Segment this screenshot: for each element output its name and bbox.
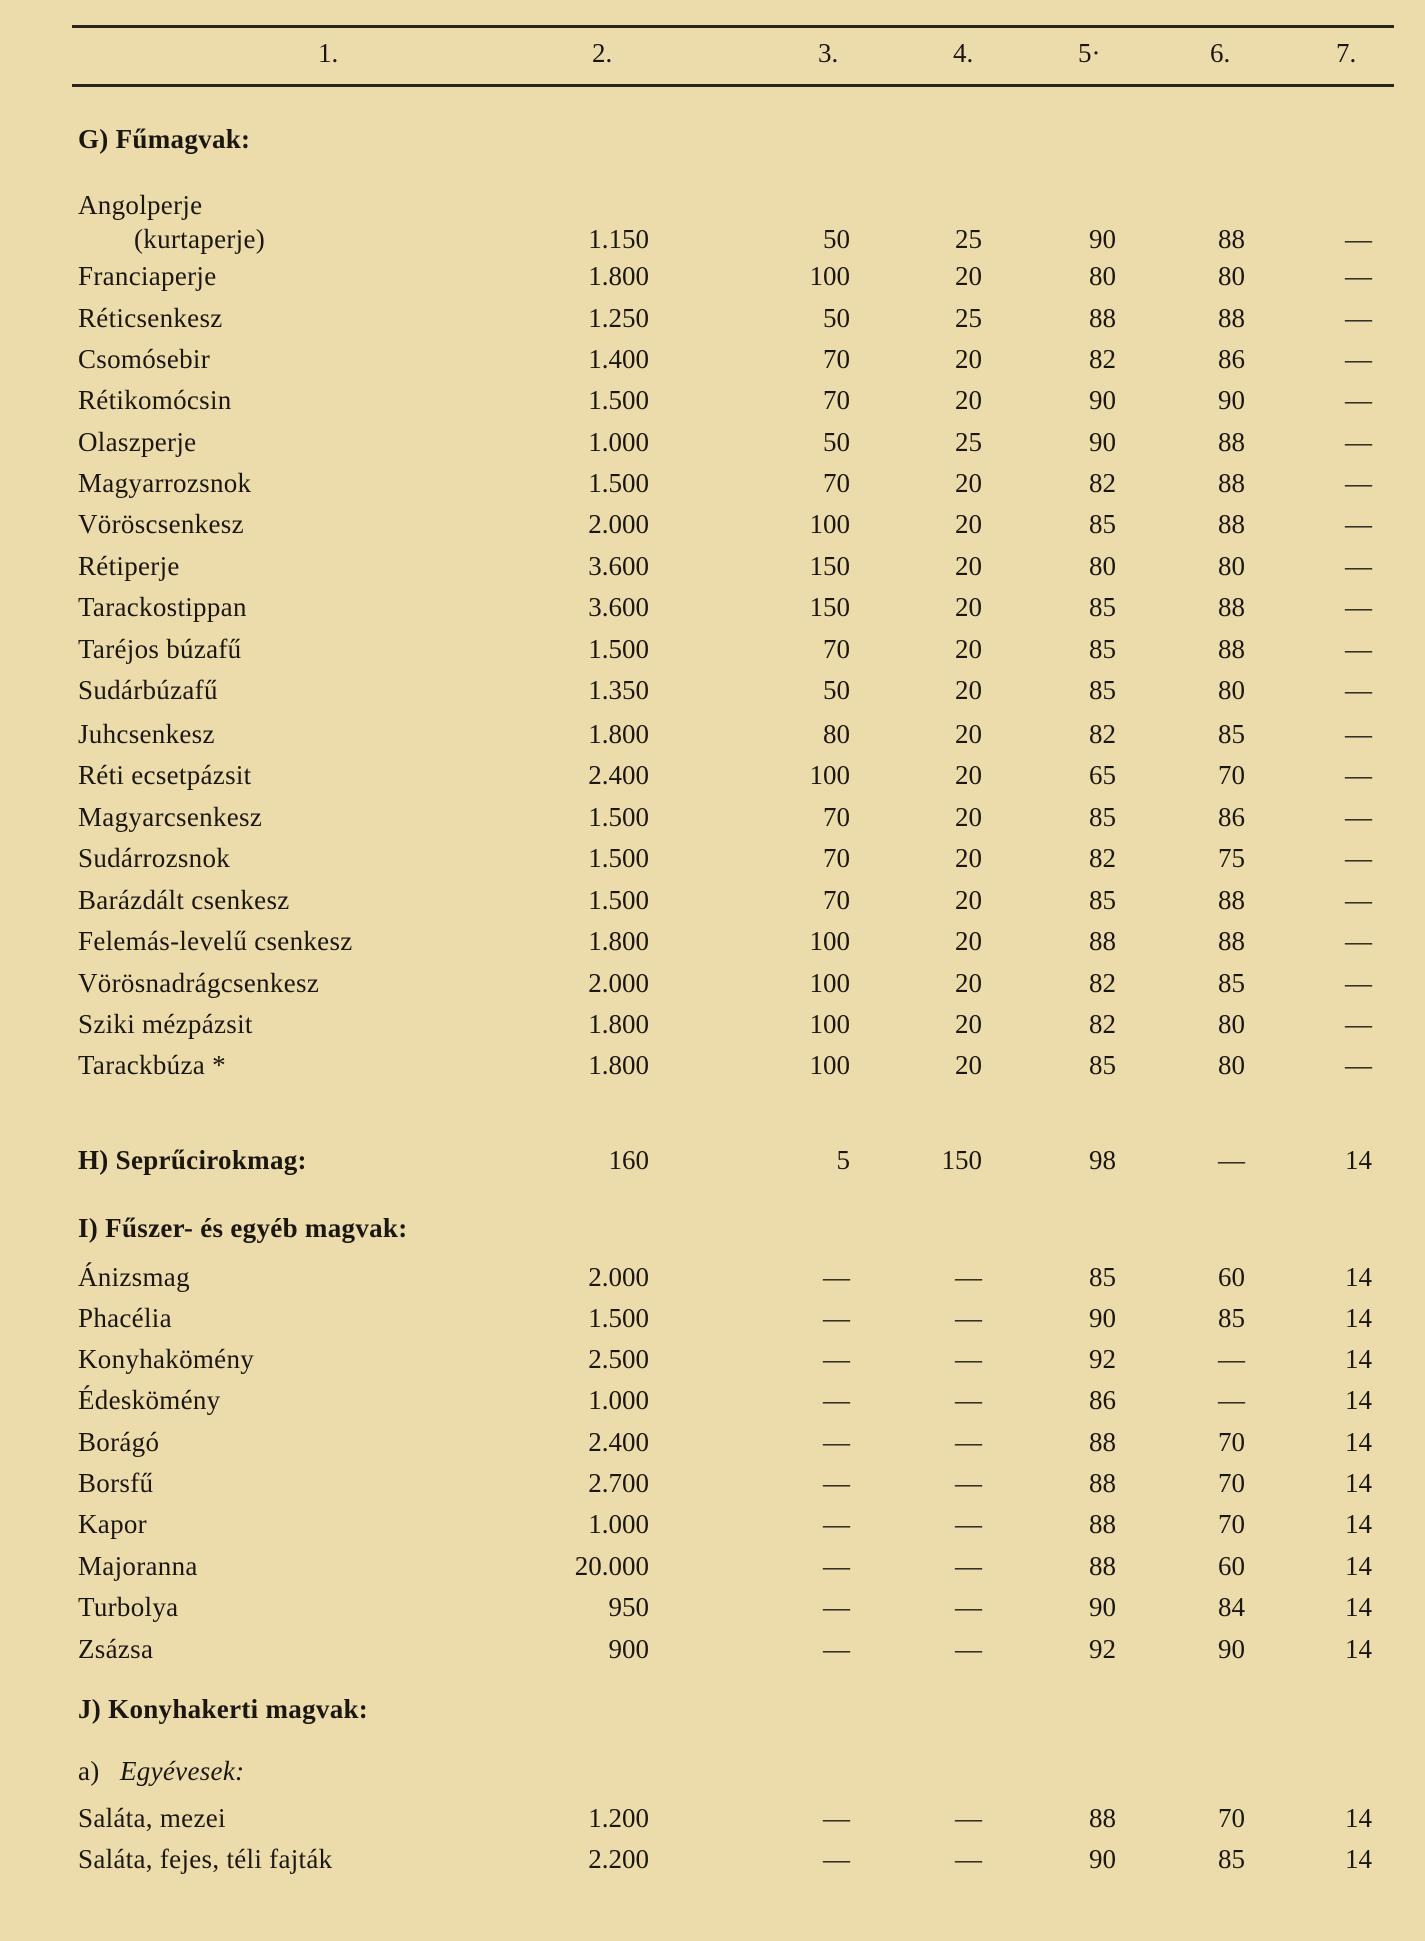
col-4-value: — <box>955 1303 982 1333</box>
col-2-value: 1.400 <box>588 344 649 374</box>
row-label: Angolperje <box>78 190 203 220</box>
table-row <box>0 385 1425 425</box>
table-row <box>0 1262 1425 1302</box>
col-4-value: 20 <box>955 344 982 374</box>
row-label: Vörösnadrágcsenkesz <box>78 968 320 998</box>
col-2-value: 3.600 <box>588 551 649 581</box>
col-3-value: 80 <box>823 719 850 749</box>
col-2-value: 1.500 <box>588 468 649 498</box>
col-4-value: 20 <box>955 468 982 498</box>
col-header-6: 6. <box>1210 38 1231 68</box>
col-3-value: 70 <box>823 802 850 832</box>
col-3-value: — <box>823 1344 850 1374</box>
table-row <box>0 344 1425 384</box>
col-7-value: 14 <box>1345 1551 1372 1581</box>
col-7-value: — <box>1345 802 1372 832</box>
col-3-value: — <box>823 1844 850 1874</box>
col-4-value: 20 <box>955 885 982 915</box>
col-5-value: 85 <box>1089 802 1116 832</box>
col-5-value: 85 <box>1089 509 1116 539</box>
col-2-value: 1.800 <box>588 719 649 749</box>
col-4-value: — <box>955 1509 982 1539</box>
table-row <box>0 885 1425 925</box>
col-6-value: 88 <box>1218 926 1245 956</box>
col-6-value: 86 <box>1218 802 1245 832</box>
row-label: Ánizsmag <box>78 1262 190 1292</box>
row-label: Csomósebir <box>78 344 211 374</box>
col-7-value: — <box>1345 885 1372 915</box>
col-4-value: 150 <box>941 1145 982 1175</box>
row-label: Konyhakömény <box>78 1344 255 1374</box>
col-6-value: 84 <box>1218 1592 1245 1622</box>
row-label: Majoranna <box>78 1551 198 1581</box>
col-6-value: 88 <box>1218 303 1245 333</box>
col-3-value: 100 <box>809 926 850 956</box>
col-6-value: 80 <box>1218 1050 1245 1080</box>
col-5-value: 82 <box>1089 968 1116 998</box>
col-6-value: 80 <box>1218 261 1245 291</box>
col-6-value: 80 <box>1218 675 1245 705</box>
table-row <box>0 802 1425 842</box>
col-header-7: 7. <box>1336 38 1357 68</box>
col-4-value: 20 <box>955 634 982 664</box>
col-6-value: — <box>1218 1385 1245 1415</box>
col-7-value: 14 <box>1345 1427 1372 1457</box>
col-3-value: 100 <box>809 968 850 998</box>
section-title-h <box>0 1145 1425 1185</box>
row-label: Tarackbúza * <box>78 1050 226 1080</box>
col-4-value: 25 <box>955 303 982 333</box>
col-4-value: 25 <box>955 224 982 254</box>
col-4-value: 20 <box>955 760 982 790</box>
col-3-value: — <box>823 1427 850 1457</box>
col-4-value: — <box>955 1592 982 1622</box>
col-7-value: — <box>1345 592 1372 622</box>
row-label: Borsfű <box>78 1468 154 1498</box>
col-7-value: — <box>1345 427 1372 457</box>
col-7-value: — <box>1345 634 1372 664</box>
row-label: Édeskömény <box>78 1385 221 1415</box>
col-4-value: — <box>955 1385 982 1415</box>
col-3-value: — <box>823 1303 850 1333</box>
col-3-value: — <box>823 1385 850 1415</box>
row-label: Sziki mézpázsit <box>78 1009 253 1039</box>
col-2-value: 2.400 <box>588 1427 649 1457</box>
row-label: Vöröscsenkesz <box>78 509 244 539</box>
col-7-value: — <box>1345 344 1372 374</box>
row-label: Rétiperje <box>78 551 180 581</box>
col-6-value: 88 <box>1218 509 1245 539</box>
col-2-value: 1.200 <box>588 1803 649 1833</box>
col-3-value: — <box>823 1592 850 1622</box>
col-2-value: 2.500 <box>588 1344 649 1374</box>
col-2-value: 1.500 <box>588 843 649 873</box>
table-row <box>0 843 1425 883</box>
table-row <box>0 1385 1425 1425</box>
col-5-value: 90 <box>1089 385 1116 415</box>
row-label: I) Fűszer- és egyéb magvak: <box>78 1213 408 1243</box>
col-4-value: — <box>955 1634 982 1664</box>
row-label: Juhcsenkesz <box>78 719 215 749</box>
header-rule <box>72 84 1394 87</box>
col-2-value: 2.700 <box>588 1468 649 1498</box>
col-6-value: 60 <box>1218 1262 1245 1292</box>
row-label: Magyarcsenkesz <box>78 802 263 832</box>
col-2-value: 1.500 <box>588 885 649 915</box>
col-5-value: 88 <box>1089 1803 1116 1833</box>
col-6-value: 85 <box>1218 1303 1245 1333</box>
col-4-value: — <box>955 1262 982 1292</box>
col-6-value: 80 <box>1218 1009 1245 1039</box>
col-2-value: 1.800 <box>588 261 649 291</box>
row-label: Sudárbúzafű <box>78 675 218 705</box>
col-3-value: 50 <box>823 675 850 705</box>
col-6-value: 86 <box>1218 344 1245 374</box>
col-4-value: 20 <box>955 509 982 539</box>
col-7-value: 14 <box>1345 1344 1372 1374</box>
col-4-value: 20 <box>955 968 982 998</box>
col-6-value: 88 <box>1218 427 1245 457</box>
col-5-value: 82 <box>1089 344 1116 374</box>
col-7-value: 14 <box>1345 1634 1372 1664</box>
subsection-label: Egyévesek: <box>120 1756 245 1786</box>
col-7-value: 14 <box>1345 1262 1372 1292</box>
col-2-value: 1.000 <box>588 427 649 457</box>
table-row <box>0 551 1425 591</box>
table-row <box>0 1427 1425 1467</box>
col-2-value: 1.000 <box>588 1385 649 1415</box>
col-4-value: 20 <box>955 675 982 705</box>
col-5-value: 88 <box>1089 303 1116 333</box>
col-2-value: 900 <box>608 1634 649 1664</box>
col-7-value: 14 <box>1345 1592 1372 1622</box>
row-label: Borágó <box>78 1427 160 1457</box>
col-5-value: 92 <box>1089 1634 1116 1664</box>
row-label: Kapor <box>78 1509 147 1539</box>
col-5-value: 85 <box>1089 592 1116 622</box>
row-label: Saláta, mezei <box>78 1803 226 1833</box>
col-2-value: 2.000 <box>588 1262 649 1292</box>
col-4-value: 20 <box>955 926 982 956</box>
row-label: H) Seprűcirokmag: <box>78 1145 307 1175</box>
col-3-value: 100 <box>809 509 850 539</box>
col-3-value: — <box>823 1468 850 1498</box>
col-5-value: 90 <box>1089 1844 1116 1874</box>
col-2-value: 1.500 <box>588 802 649 832</box>
col-5-value: 90 <box>1089 224 1116 254</box>
col-2-value: 3.600 <box>588 592 649 622</box>
col-6-value: 88 <box>1218 468 1245 498</box>
col-5-value: 88 <box>1089 926 1116 956</box>
row-label: Rétikomócsin <box>78 385 232 415</box>
col-6-value: 70 <box>1218 760 1245 790</box>
col-5-value: 80 <box>1089 551 1116 581</box>
col-2-value: 2.200 <box>588 1844 649 1874</box>
col-7-value: — <box>1345 385 1372 415</box>
col-4-value: — <box>955 1803 982 1833</box>
col-6-value: — <box>1218 1145 1245 1175</box>
col-7-value: — <box>1345 509 1372 539</box>
col-4-value: 20 <box>955 551 982 581</box>
col-7-value: — <box>1345 926 1372 956</box>
col-2-value: 1.500 <box>588 385 649 415</box>
row-label: Sudárrozsnok <box>78 843 231 873</box>
col-7-value: — <box>1345 224 1372 254</box>
subsection-title <box>0 1756 1425 1796</box>
row-label: Felemás-levelű csenkesz <box>78 926 353 956</box>
col-3-value: 150 <box>809 551 850 581</box>
col-5-value: 85 <box>1089 1262 1116 1292</box>
row-label: Franciaperje <box>78 261 217 291</box>
row-label: J) Konyhakerti magvak: <box>78 1694 369 1724</box>
col-4-value: 25 <box>955 427 982 457</box>
table-row <box>0 1551 1425 1591</box>
col-6-value: 88 <box>1218 224 1245 254</box>
row-label: Réti ecsetpázsit <box>78 760 252 790</box>
col-5-value: 88 <box>1089 1468 1116 1498</box>
col-3-value: 100 <box>809 1009 850 1039</box>
col-3-value: 100 <box>809 261 850 291</box>
col-5-value: 90 <box>1089 1303 1116 1333</box>
col-6-value: 88 <box>1218 634 1245 664</box>
table-row <box>0 1844 1425 1884</box>
col-6-value: 85 <box>1218 968 1245 998</box>
col-2-value: 950 <box>608 1592 649 1622</box>
col-5-value: 90 <box>1089 1592 1116 1622</box>
col-6-value: 80 <box>1218 551 1245 581</box>
col-2-value: 1.800 <box>588 1050 649 1080</box>
table-row <box>0 760 1425 800</box>
row-label: G) Fűmagvak: <box>78 124 251 154</box>
table-row <box>0 634 1425 674</box>
col-7-value: 14 <box>1345 1468 1372 1498</box>
col-7-value: 14 <box>1345 1509 1372 1539</box>
col-3-value: 150 <box>809 592 850 622</box>
section-title-i <box>0 1213 1425 1253</box>
table-row <box>0 1468 1425 1508</box>
table-row <box>0 592 1425 632</box>
col-7-value: — <box>1345 261 1372 291</box>
col-5-value: 88 <box>1089 1509 1116 1539</box>
table-row <box>0 1303 1425 1343</box>
col-2-value: 160 <box>608 1145 649 1175</box>
col-7-value: 14 <box>1345 1145 1372 1175</box>
col-3-value: 50 <box>823 303 850 333</box>
col-7-value: — <box>1345 1050 1372 1080</box>
col-4-value: — <box>955 1427 982 1457</box>
col-2-value: 2.000 <box>588 509 649 539</box>
col-5-value: 88 <box>1089 1427 1116 1457</box>
col-5-value: 85 <box>1089 675 1116 705</box>
col-5-value: 82 <box>1089 468 1116 498</box>
col-5-value: 82 <box>1089 1009 1116 1039</box>
col-6-value: 70 <box>1218 1509 1245 1539</box>
col-4-value: 20 <box>955 1009 982 1039</box>
col-header-5: 5· <box>1078 38 1101 68</box>
table-row <box>0 1592 1425 1632</box>
section-title-g <box>0 124 1425 164</box>
col-3-value: — <box>823 1803 850 1833</box>
col-4-value: — <box>955 1468 982 1498</box>
col-7-value: — <box>1345 843 1372 873</box>
col-5-value: 88 <box>1089 1551 1116 1581</box>
col-3-value: 70 <box>823 385 850 415</box>
row-label: Barázdált csenkesz <box>78 885 290 915</box>
col-6-value: — <box>1218 1344 1245 1374</box>
col-3-value: 70 <box>823 344 850 374</box>
top-rule <box>72 25 1394 28</box>
col-header-2: 2. <box>592 38 613 68</box>
col-2-value: 1.250 <box>588 303 649 333</box>
col-6-value: 70 <box>1218 1803 1245 1833</box>
col-6-value: 75 <box>1218 843 1245 873</box>
col-3-value: — <box>823 1262 850 1292</box>
col-7-value: — <box>1345 303 1372 333</box>
col-2-value: 1.500 <box>588 1303 649 1333</box>
col-5-value: 80 <box>1089 261 1116 291</box>
row-label: Turbolya <box>78 1592 179 1622</box>
col-2-value: 2.400 <box>588 760 649 790</box>
col-7-value: — <box>1345 1009 1372 1039</box>
section-title-j <box>0 1694 1425 1734</box>
row-label: Tarackostippan <box>78 592 247 622</box>
col-2-value: 1.150 <box>588 224 649 254</box>
col-5-value: 82 <box>1089 843 1116 873</box>
col-5-value: 86 <box>1089 1385 1116 1415</box>
table-row <box>0 509 1425 549</box>
col-7-value: — <box>1345 468 1372 498</box>
col-2-value: 1.000 <box>588 1509 649 1539</box>
table-row <box>0 1803 1425 1843</box>
col-2-value: 20.000 <box>574 1551 649 1581</box>
col-3-value: 70 <box>823 634 850 664</box>
col-7-value: — <box>1345 968 1372 998</box>
col-7-value: 14 <box>1345 1303 1372 1333</box>
row-label: Taréjos búzafű <box>78 634 242 664</box>
col-6-value: 70 <box>1218 1427 1245 1457</box>
row-label: (kurtaperje) <box>134 224 266 254</box>
col-3-value: 100 <box>809 1050 850 1080</box>
row-label: Saláta, fejes, téli fajták <box>78 1844 333 1874</box>
col-7-value: — <box>1345 719 1372 749</box>
table-row <box>0 1634 1425 1674</box>
col-3-value: 50 <box>823 427 850 457</box>
table-row <box>0 926 1425 966</box>
col-6-value: 90 <box>1218 1634 1245 1664</box>
col-4-value: 20 <box>955 719 982 749</box>
col-6-value: 60 <box>1218 1551 1245 1581</box>
col-4-value: 20 <box>955 1050 982 1080</box>
col-6-value: 90 <box>1218 385 1245 415</box>
table-row <box>0 261 1425 301</box>
col-3-value: 100 <box>809 760 850 790</box>
col-5-value: 90 <box>1089 427 1116 457</box>
col-3-value: — <box>823 1551 850 1581</box>
col-4-value: 20 <box>955 802 982 832</box>
col-5-value: 65 <box>1089 760 1116 790</box>
row-label: Réticsenkesz <box>78 303 223 333</box>
col-7-value: 14 <box>1345 1844 1372 1874</box>
col-5-value: 98 <box>1089 1145 1116 1175</box>
col-4-value: 20 <box>955 592 982 622</box>
col-4-value: 20 <box>955 261 982 291</box>
table-row <box>0 719 1425 759</box>
col-7-value: 14 <box>1345 1385 1372 1415</box>
table-row <box>0 303 1425 343</box>
col-5-value: 85 <box>1089 634 1116 664</box>
row-label: Olaszperje <box>78 427 197 457</box>
col-5-value: 85 <box>1089 885 1116 915</box>
table-row <box>0 224 1425 264</box>
table-row <box>0 1509 1425 1549</box>
subsection-prefix: a) <box>78 1756 100 1786</box>
table-row <box>0 675 1425 715</box>
col-4-value: 20 <box>955 843 982 873</box>
col-3-value: 70 <box>823 843 850 873</box>
col-3-value: — <box>823 1634 850 1664</box>
col-4-value: — <box>955 1844 982 1874</box>
table-row <box>0 1009 1425 1049</box>
col-5-value: 92 <box>1089 1344 1116 1374</box>
table-row <box>0 1050 1425 1090</box>
col-2-value: 1.800 <box>588 1009 649 1039</box>
table-row <box>0 427 1425 467</box>
col-4-value: — <box>955 1551 982 1581</box>
col-3-value: 5 <box>836 1145 850 1175</box>
col-7-value: — <box>1345 760 1372 790</box>
col-7-value: 14 <box>1345 1803 1372 1833</box>
table-row <box>0 468 1425 508</box>
col-2-value: 1.800 <box>588 926 649 956</box>
col-6-value: 88 <box>1218 885 1245 915</box>
col-3-value: 70 <box>823 885 850 915</box>
col-header-1: 1. <box>318 38 339 68</box>
row-label: Magyarrozsnok <box>78 468 252 498</box>
col-5-value: 82 <box>1089 719 1116 749</box>
row-label: Phacélia <box>78 1303 172 1333</box>
col-6-value: 70 <box>1218 1468 1245 1498</box>
col-2-value: 2.000 <box>588 968 649 998</box>
col-3-value: 50 <box>823 224 850 254</box>
col-header-4: 4. <box>953 38 974 68</box>
table-row <box>0 1344 1425 1384</box>
table-row <box>0 968 1425 1008</box>
col-7-value: — <box>1345 551 1372 581</box>
col-6-value: 85 <box>1218 719 1245 749</box>
row-label: Zsázsa <box>78 1634 154 1664</box>
col-3-value: 70 <box>823 468 850 498</box>
col-header-3: 3. <box>818 38 839 68</box>
col-7-value: — <box>1345 675 1372 705</box>
col-5-value: 85 <box>1089 1050 1116 1080</box>
col-6-value: 85 <box>1218 1844 1245 1874</box>
col-6-value: 88 <box>1218 592 1245 622</box>
col-2-value: 1.500 <box>588 634 649 664</box>
col-2-value: 1.350 <box>588 675 649 705</box>
col-4-value: — <box>955 1344 982 1374</box>
col-3-value: — <box>823 1509 850 1539</box>
col-4-value: 20 <box>955 385 982 415</box>
